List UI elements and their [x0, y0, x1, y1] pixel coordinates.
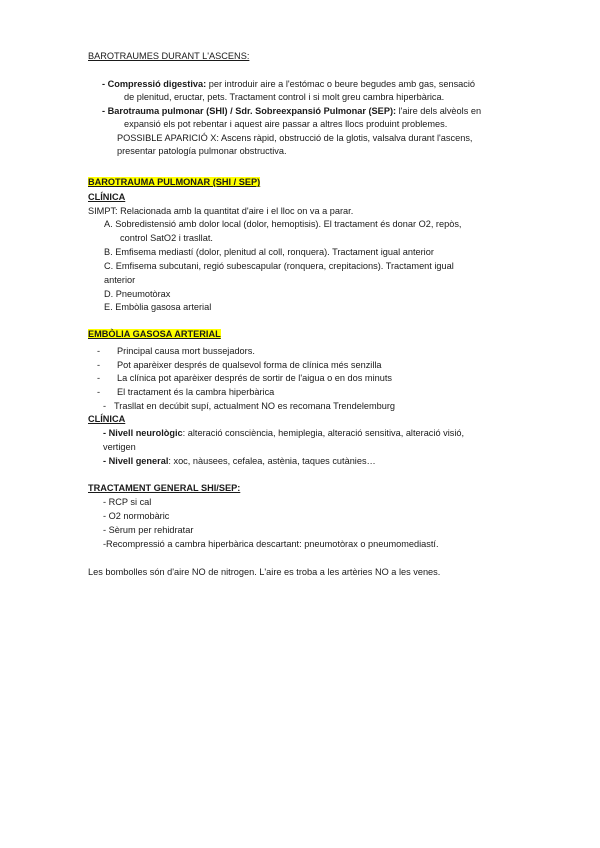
embolia-list-item — [97, 359, 382, 371]
barotrauma-clinica: CLÍNICA — [88, 192, 126, 202]
embolia-list-item — [97, 386, 275, 398]
barotrauma-heading — [88, 176, 260, 188]
embolia-item-text: El tractament és la cambra hiperbàrica — [117, 387, 275, 397]
dash-bullet: - — [97, 387, 101, 397]
embolia-clinica: CLÍNICA — [88, 414, 126, 424]
neuro-line-2: vertigen — [103, 442, 136, 452]
tractament-item: - Sèrum per rehidratar — [103, 525, 194, 535]
embolia-item-text: Principal causa mort bussejadors. — [117, 346, 255, 356]
dash-bullet: - — [97, 373, 101, 383]
embolia-heading-text: EMBÒLIA GASOSA ARTERIAL — [88, 329, 221, 339]
barotrauma-heading-text: BAROTRAUMA PULMONAR (SHI / SEP) — [88, 177, 261, 187]
simpt-line: SIMPT: Relacionada amb la quantitat d'aire i el lloc on va a parar. — [88, 206, 354, 216]
neuro-text: : alteració consciència, hemiplegia, alteració sensitiva, alteració visió, — [182, 428, 465, 438]
tractament-item: - O2 normobàric — [103, 511, 170, 521]
item-d: D. Pneumotòrax — [104, 289, 171, 299]
embolia-item-text: Pot aparèixer després de qualsevol forma de clínica més senzilla — [117, 360, 382, 370]
tractament-item: - RCP si cal — [103, 497, 152, 507]
dash-bullet: - — [97, 346, 101, 356]
pulmonary-line-2: expansió els pot rebentar i aquest aire passar a altres llocs produint problemes. — [124, 119, 448, 129]
section-title: BAROTRAUMES DURANT L'ASCENS: — [88, 51, 250, 61]
embolia-heading — [88, 328, 221, 340]
embolia-list-item — [103, 400, 396, 412]
item-b: B. Emfisema mediastí (dolor, plenitud al coll, ronquera). Tractament igual anterior — [104, 247, 434, 257]
item-c-line-1: C. Emfisema subcutani, regió subescapular (ronquera, crepitacions). Tractament igual — [104, 261, 454, 271]
digestive-line-1: - Compressió digestiva: per introduir aire a l'estómac o beure begudes amb gas, sensació — [102, 79, 476, 89]
item-a-line-1: A. Sobredistensió amb dolor local (dolor, hemoptisis). El tractament és donar O2, repòs, — [104, 219, 462, 229]
dash-bullet: - — [97, 360, 101, 370]
embolia-list-item — [97, 345, 255, 357]
possible-line-1: POSSIBLE APARICIÓ X: Ascens ràpid, obstrucció de la glotis, valsalva durant l'ascens, — [117, 133, 473, 143]
pulmonary-line-1: - Barotrauma pulmonar (SHI) / Sdr. Sobreexpansió Pulmonar (SEP): l'aire dels alvèols en — [102, 106, 482, 116]
digestive-text: per introduir aire a l'estómac o beure begudes amb gas, sensació — [206, 79, 476, 89]
neuro-line-1: - Nivell neurològic: alteració consciència, hemiplegia, alteració sensitiva, alteració visió, — [103, 428, 465, 438]
item-a-line-2: control SatO2 i trasllat. — [120, 233, 213, 243]
pulmonary-text: l'aire dels alvèols en — [396, 106, 482, 116]
pulmonary-label: Barotrauma pulmonar (SHI) / Sdr. Sobreexpansió Pulmonar (SEP): — [107, 106, 397, 116]
embolia-list-item — [97, 372, 392, 384]
embolia-item-text: Trasllat en decúbit supí, actualment NO es recomana Trendelemburg — [114, 401, 396, 411]
dash-bullet: - — [103, 401, 107, 411]
general-text: : xoc, nàusees, cefalea, astènia, taques cutànies… — [168, 456, 376, 466]
embolia-item-text: La clínica pot aparèixer després de sortir de l'aigua o en dos minuts — [117, 373, 392, 383]
neuro-label: Nivell neurològic — [108, 428, 183, 438]
item-e: E. Embòlia gasosa arterial — [104, 302, 212, 312]
item-c-line-2: anterior — [104, 275, 136, 285]
tractament-heading: TRACTAMENT GENERAL SHI/SEP: — [88, 483, 241, 493]
footer-note: Les bombolles són d'aire NO de nitrogen. L'aire es troba a les artèries NO a les venes. — [88, 567, 441, 577]
possible-line-2: presentar patología pulmonar obstructiva. — [117, 146, 287, 156]
general-line: - Nivell general: xoc, nàusees, cefalea, astènia, taques cutànies… — [103, 456, 376, 466]
general-label: Nivell general — [108, 456, 169, 466]
digestive-label: Compressió digestiva: — [107, 79, 207, 89]
digestive-line-2: de plenitud, eructar, pets. Tractament control i si molt greu cambra hiperbàrica. — [124, 92, 445, 102]
tractament-item: -Recompressió a cambra hiperbàrica descartant: pneumotòrax o pneumomediastí. — [103, 539, 439, 549]
